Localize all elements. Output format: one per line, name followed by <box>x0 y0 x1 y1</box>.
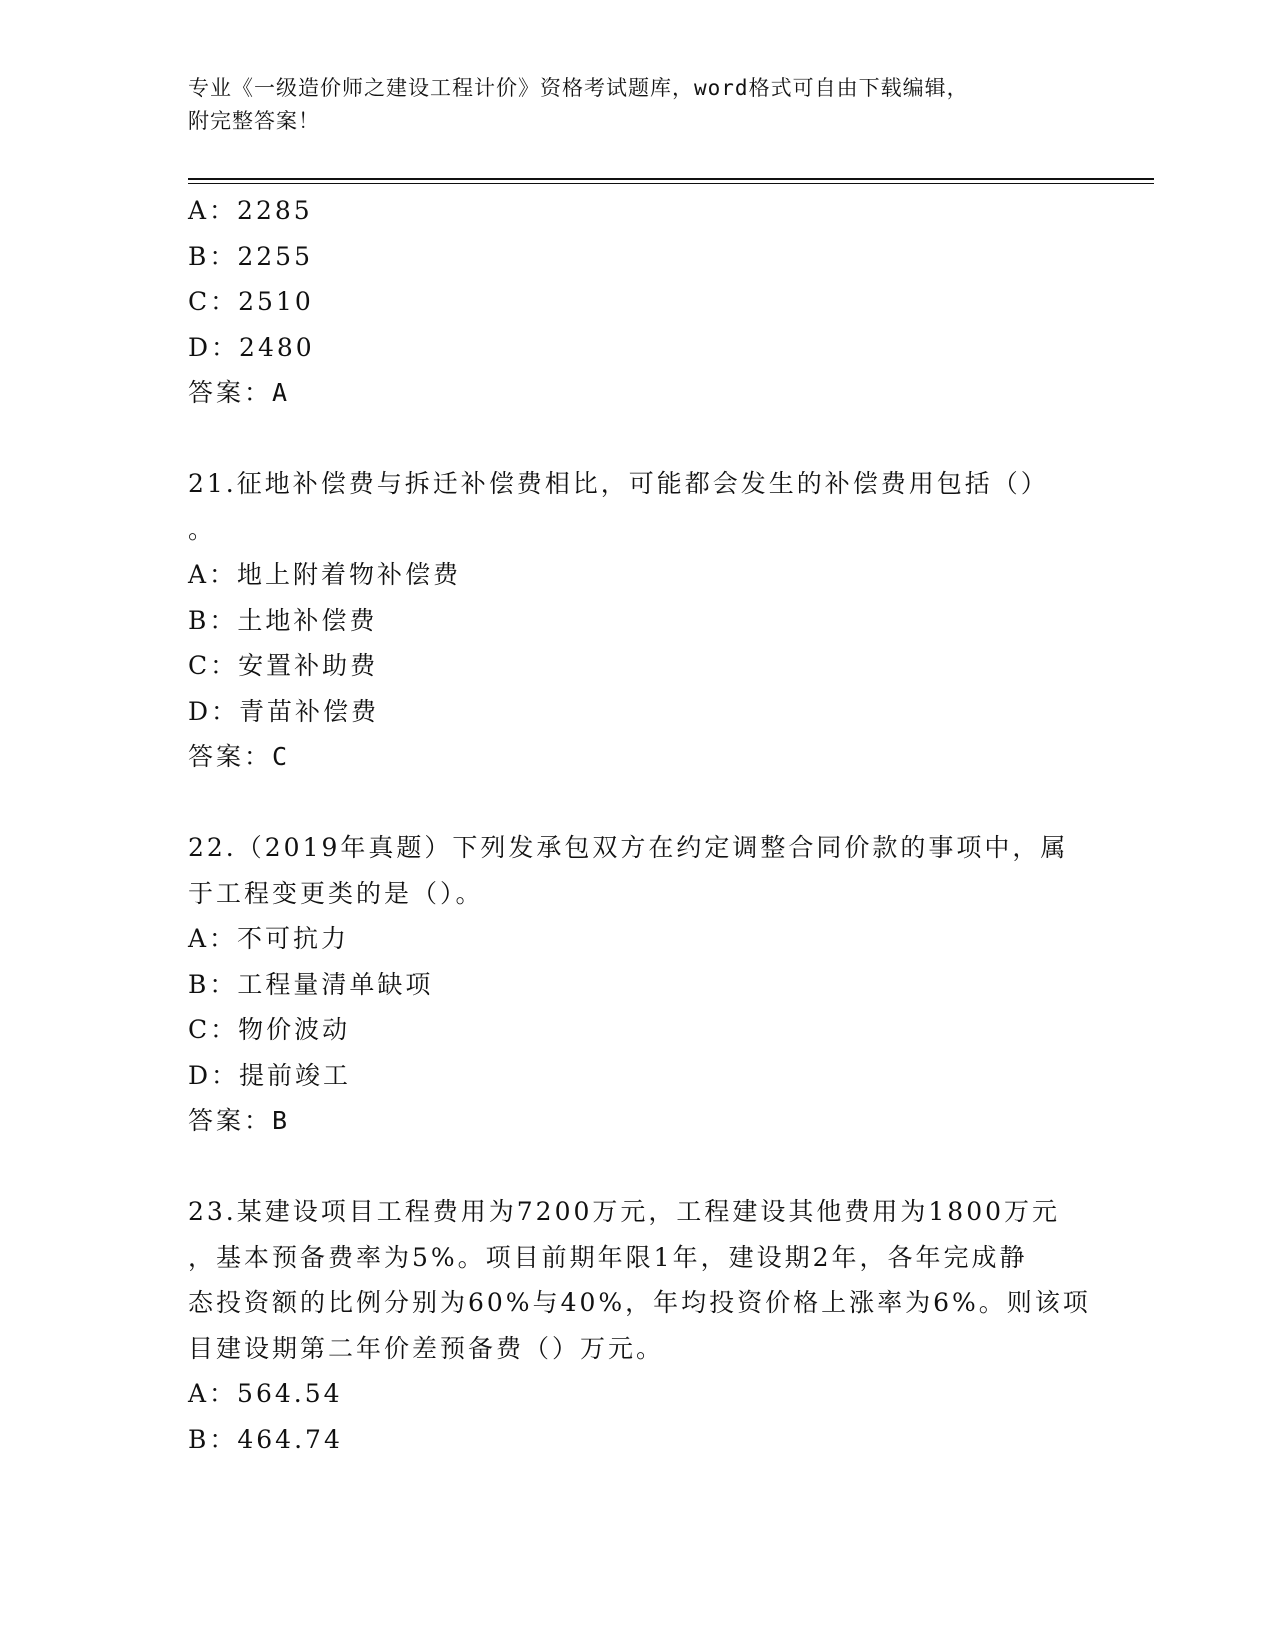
header-rule-thick <box>188 178 1154 180</box>
option-b: B：464.74 <box>188 1424 343 1454</box>
option-a: A：564.54 <box>188 1379 343 1408</box>
question-stem-line: 21.征地补偿费与拆迁补偿费相比，可能都会发生的补偿费用包括（） <box>188 469 1049 498</box>
option-b: B：2255 <box>188 241 313 271</box>
question-23 <box>188 1189 1091 1462</box>
header-rule-thin <box>188 183 1154 184</box>
option-c: C：物价波动 <box>188 1015 351 1044</box>
spacer <box>188 1144 1088 1190</box>
option-d: D：青苗补偿费 <box>188 696 380 726</box>
option-c: C：2510 <box>188 287 314 316</box>
option-a: A：不可抗力 <box>188 924 350 953</box>
question-stem-line: 23.某建设项目工程费用为7200万元，工程建设其他费用为1800万元 <box>188 1197 1061 1226</box>
question-22 <box>188 825 1088 1144</box>
question-stem-line: 。 <box>188 514 217 544</box>
question-21 <box>188 461 1088 780</box>
answer: 答案：A <box>188 378 291 407</box>
option-a: A：2285 <box>188 196 313 225</box>
spacer <box>188 780 1088 826</box>
option-a: A：地上附着物补偿费 <box>188 560 462 589</box>
option-d: D：提前竣工 <box>188 1060 352 1090</box>
answer: 答案：C <box>188 742 291 771</box>
document-header <box>188 72 1088 138</box>
header-line-1: 专业《一级造价师之建设工程计价》资格考试题库，word格式可自由下载编辑， <box>188 76 969 100</box>
question-stem-line: 态投资额的比例分别为60%与40%，年均投资价格上涨率为6%。则该项 <box>188 1288 1091 1317</box>
answer: 答案：B <box>188 1106 291 1135</box>
spacer <box>188 416 1088 462</box>
header-line-2: 附完整答案！ <box>188 109 320 133</box>
option-b: B：工程量清单缺项 <box>188 969 434 999</box>
question-stem-line: ，基本预备费率为5%。项目前期年限1年，建设期2年，各年完成静 <box>188 1242 1028 1272</box>
question-stem-line: 22.（2019年真题）下列发承包双方在约定调整合同价款的事项中，属 <box>188 833 1069 862</box>
option-c: C：安置补助费 <box>188 651 379 680</box>
question-list <box>188 188 1091 1462</box>
question-20 <box>188 188 1088 416</box>
option-d: D：2480 <box>188 332 315 362</box>
question-stem-line: 目建设期第二年价差预备费（）万元。 <box>188 1333 665 1363</box>
option-b: B：土地补偿费 <box>188 605 378 635</box>
question-stem-line: 于工程变更类的是（）。 <box>188 878 484 908</box>
